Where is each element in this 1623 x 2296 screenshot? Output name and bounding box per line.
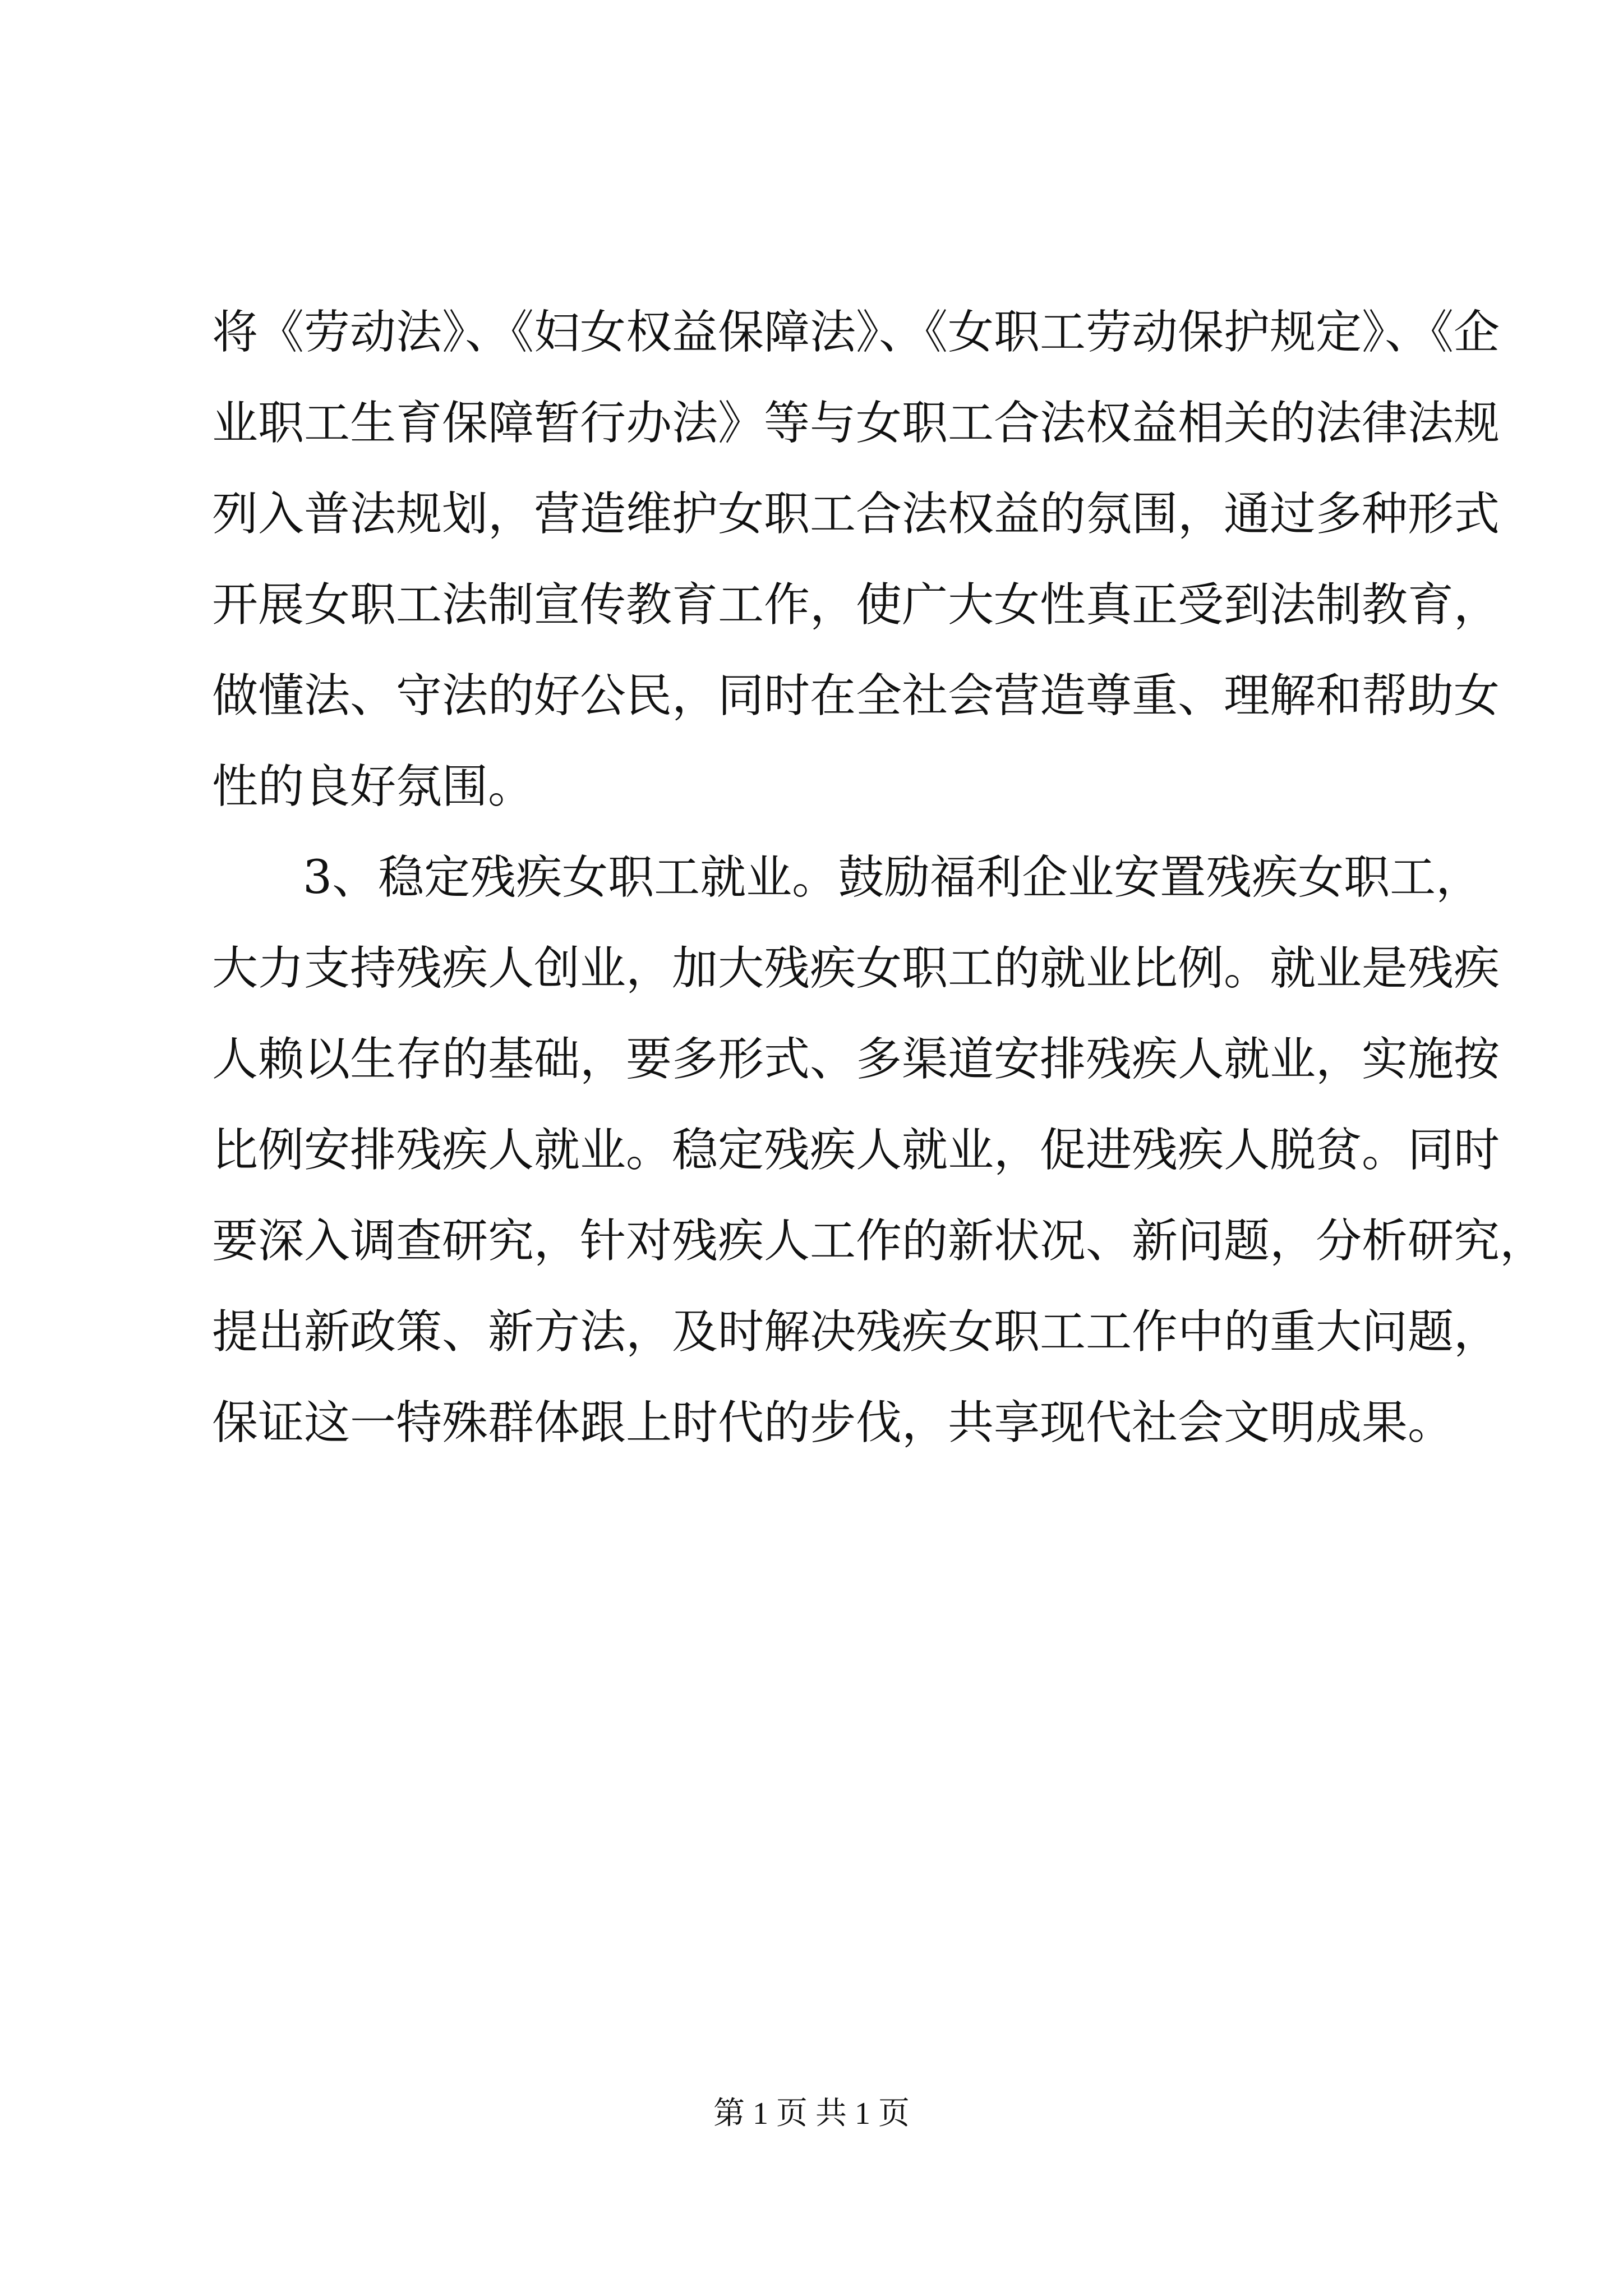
paragraph-1-line-1: 将《劳动法》、《妇女权益保障法》、《女职工劳动保护规定》、《企: [212, 306, 1500, 359]
paragraph-1-line-6: 性的良好氛围。: [212, 760, 534, 813]
paragraph-2-line-6: 提出新政策、新方法，及时解决残疾女职工工作中的重大问题，: [212, 1305, 1500, 1359]
paragraph-2-line-2: 大力支持残疾人创业，加大残疾女职工的就业比例。就业是残疾: [212, 942, 1500, 995]
paragraph-1-line-4: 开展女职工法制宣传教育工作，使广大女性真正受到法制教育，: [212, 578, 1500, 632]
paragraph-1-line-5: 做懂法、守法的好公民，同时在全社会营造尊重、理解和帮助女: [212, 669, 1500, 723]
page-footer: 第 1 页 共 1 页: [713, 2096, 910, 2131]
paragraph-2-line-4: 比例安排残疾人就业。稳定残疾人就业，促进残疾人脱贫。同时: [212, 1124, 1500, 1177]
paragraph-2-line-3: 人赖以生存的基础，要多形式、多渠道安排残疾人就业，实施按: [212, 1033, 1500, 1086]
paragraph-2-line-1: 3、稳定残疾女职工就业。鼓励福利企业安置残疾女职工，: [303, 851, 1482, 904]
paragraph-1-line-3: 列入普法规划，营造维护女职工合法权益的氛围，通过多种形式: [212, 487, 1500, 541]
paragraph-2-line-7: 保证这一特殊群体跟上时代的步伐，共享现代社会文明成果。: [212, 1396, 1454, 1450]
paragraph-1-line-2: 业职工生育保障暂行办法》等与女职工合法权益相关的法律法规: [212, 397, 1500, 450]
paragraph-2-line-5: 要深入调查研究，针对残疾人工作的新状况、新问题，分析研究，: [212, 1214, 1546, 1268]
